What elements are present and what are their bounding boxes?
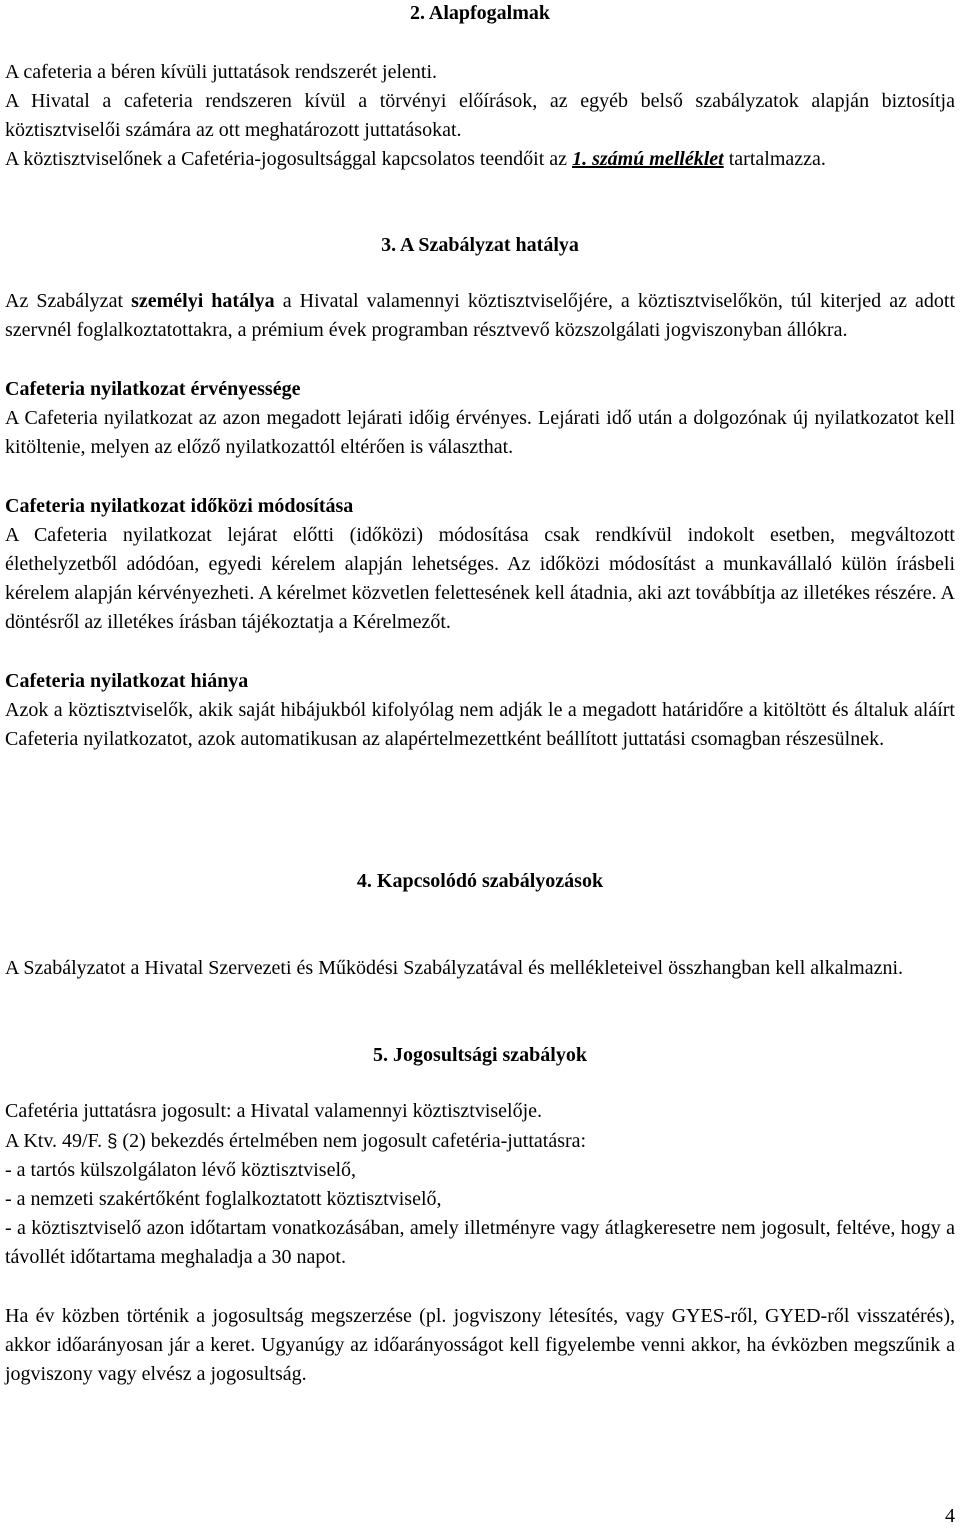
modification-heading: Cafeteria nyilatkozat időközi módosítása: [5, 495, 354, 517]
exclusion-intro: A Ktv. 49/F. § (2) bekezdés értelmében nem jogosult cafetéria-juttatásra:: [5, 1130, 587, 1152]
eligibility-line: Cafetéria juttatásra jogosult: a Hivatal valamennyi köztisztviselője.: [5, 1100, 543, 1122]
section-4-paragraph: A Szabályzatot a Hivatal Szervezeti és Működési Szabályzatával és mellékleteivel összhangban kell alkalmazni.: [5, 957, 903, 979]
section-3-body: [5, 287, 955, 754]
scope-paragraph: Az Szabályzat személyi hatálya a Hivatal valamennyi köztisztviselőjére, a köztisztviselőkön, túl kiterjed az adott szervnél foglalkoztatottakra, a prémium évek programban résztvevő közszolgálati jogviszonyban állókra.: [5, 290, 956, 341]
validity-paragraph: A Cafeteria nyilatkozat az azon megadott lejárati időig érvényes. Lejárati idő után a dolgozónak új nyilatkozatot kell kitöltenie, melyen az előző nyilatkozattól eltérően is választhat.: [5, 407, 955, 458]
annex-1-link[interactable]: 1. számú melléklet: [572, 148, 724, 170]
section-2-title: 2. Alapfogalmak: [409, 2, 551, 24]
section-5-title: 5. Jogosultsági szabályok: [373, 1044, 587, 1066]
modification-paragraph: A Cafeteria nyilatkozat lejárat előtti (időközi) módosítása csak rendkívül indokolt esetben, megváltozott élethelyzetből adódóan, egyedi kérelem alapján lehetséges. Az időközi módosítást a munkavállaló külön írásbeli kérelem alapján kérvényezheti. A kérelmet közvetlen felettesének kell átadnia, aki azt továbbítja az illetékes részére. A döntésről az illetékes írásban tájékoztatja a Kérelmezőt.: [5, 524, 955, 633]
section-2-para: A Hivatal a cafeteria rendszeren kívül a törvényi előírások, az egyéb belső szabályzatok alapján biztosítja köztisztviselői számára az ott meghatározott juttatásokat.: [5, 90, 955, 141]
section-3-title: 3. A Szabályzat hatálya: [381, 234, 579, 256]
missing-paragraph: Azok a köztisztviselők, akik saját hibájukból kifolyólag nem adják le a megadott határidőre a kitöltött és általuk aláírt Cafeteria nyilatkozatot, azok automatikusan az alapértelmezettként beállított juttatási csomagban részesülnek.: [5, 699, 955, 750]
exclusion-item-2: - a nemzeti szakértőként foglalkoztatott köztisztviselő,: [5, 1188, 442, 1210]
paragraph-sign: §: [107, 1130, 118, 1151]
exclusion-item-1: - a tartós külszolgálaton lévő köztisztviselő,: [5, 1159, 357, 1181]
section-2-line1: A cafeteria a béren kívüli juttatások rendszerét jelenti.: [5, 61, 438, 83]
validity-heading: Cafeteria nyilatkozat érvényessége: [5, 378, 301, 400]
missing-heading: Cafeteria nyilatkozat hiánya: [5, 670, 249, 692]
page-number: 4: [945, 1505, 955, 1527]
section-5-body: [5, 1097, 955, 1389]
exclusion-item-3: - a köztisztviselő azon időtartam vonatkozásában, amely illetményre vagy átlagkeresetre nem jogosult, feltéve, hogy a távollét időtartama meghaladja a 30 napot.: [5, 1217, 955, 1268]
section-4-title: 4. Kapcsolódó szabályozások: [356, 870, 604, 892]
section-2-body: [5, 58, 955, 174]
proration-paragraph: Ha év közben történik a jogosultság megszerzése (pl. jogviszony létesítés, vagy GYES-ről, GYED-ről visszatérés), akkor időarányosan jár a keret. Ugyanúgy az időarányosságot kell figyelembe venni akkor, ha évközben megszűnik a jogviszony vagy elvész a jogosultság.: [5, 1305, 955, 1385]
section-2-reference: A köztisztviselőnek a Cafetéria-jogosultsággal kapcsolatos teendőit az 1. számú melléklet tartalmazza.: [5, 148, 826, 170]
